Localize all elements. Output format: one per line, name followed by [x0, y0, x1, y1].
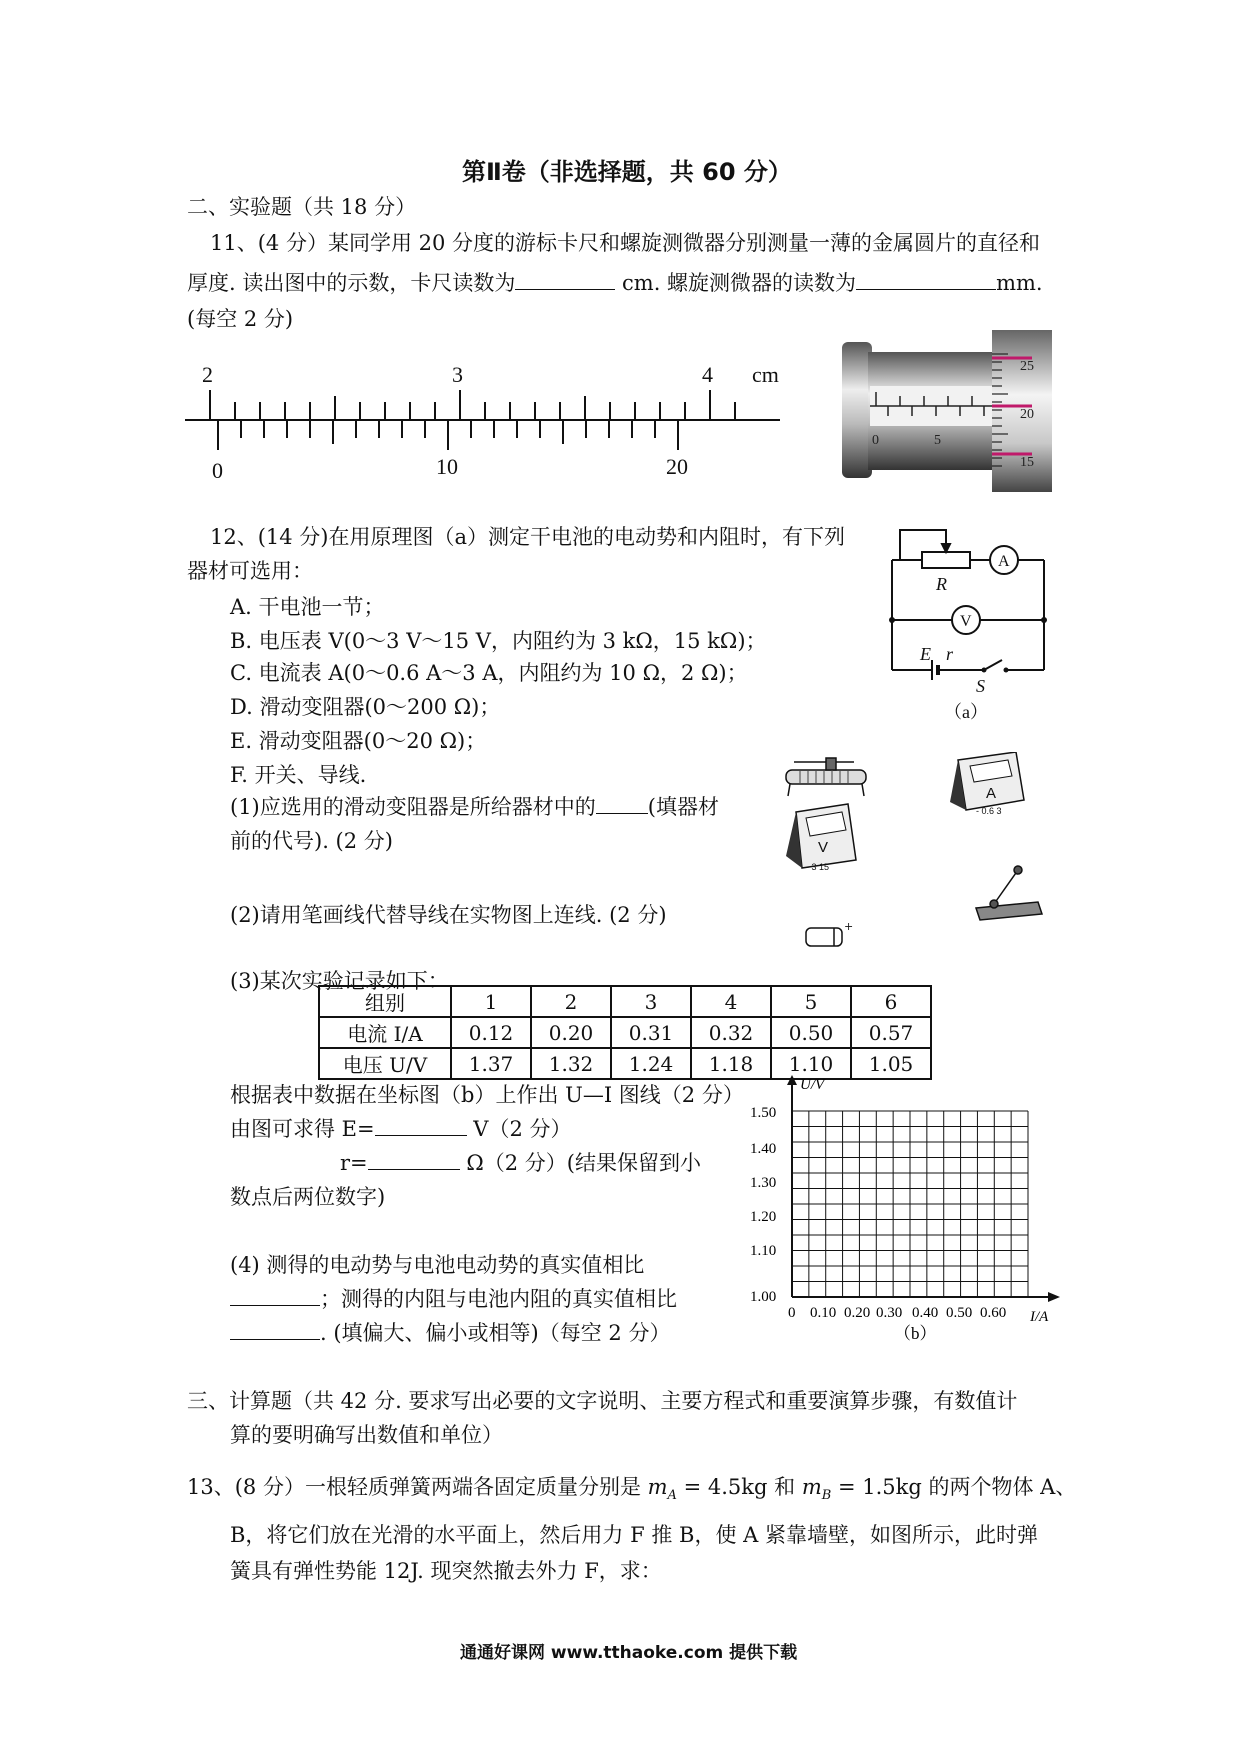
thimble-label-25: 25	[1020, 359, 1034, 374]
q12-after-table-2-b: V（2 分）	[466, 1117, 572, 1141]
sleeve-label-0: 0	[872, 433, 879, 448]
table-cell: 1.32	[531, 1048, 611, 1079]
voltmeter-scale: - 3 15	[806, 862, 830, 872]
part3-heading-line2: 算的要明确写出数值和单位）	[230, 1423, 503, 1447]
q11-line2	[187, 268, 1043, 298]
graph-x-tick: 0.40	[912, 1305, 939, 1321]
q12-option-b: B. 电压表 V(0～3 V～15 V，内阻约为 3 kΩ，15 kΩ)；	[230, 629, 767, 653]
q12-sub4-line3	[230, 1318, 670, 1348]
part3-heading-line1: 三、计算题（共 42 分. 要求写出必要的文字说明、主要方程式和重要演算步骤，有数值计	[187, 1389, 1018, 1413]
graph-x-axis-label: I/A	[1030, 1309, 1049, 1325]
table-cell: 0.12	[451, 1017, 531, 1048]
circuit-label-a: A	[998, 553, 1010, 570]
mass-b-value: = 1.5kg 的两个物体 A、	[831, 1475, 1077, 1499]
table-row	[319, 1017, 931, 1048]
vernier-scale-ticks	[218, 420, 678, 450]
circuit-label-internal-r: r	[946, 644, 954, 664]
graph-x-tick: 0.10	[810, 1305, 837, 1321]
table-cell: 2	[531, 986, 611, 1017]
graph-y-tick: 1.20	[750, 1209, 777, 1225]
q12-after-table-3-b: Ω（2 分）(结果保留到小	[459, 1151, 701, 1175]
table-cell: 0.20	[531, 1017, 611, 1048]
q13-line1	[187, 1472, 1076, 1511]
rheostat-choice-blank[interactable]	[596, 793, 648, 814]
q12-option-e: E. 滑动变阻器(0～20 Ω)；	[230, 729, 487, 753]
graph-y-tick: 1.00	[750, 1289, 777, 1305]
micrometer-figure	[842, 330, 1052, 492]
q12-after-table-2	[230, 1114, 572, 1144]
q11-line3: (每空 2 分)	[187, 307, 294, 331]
q12-option-a: A. 干电池一节；	[230, 595, 385, 619]
q12-line1: 12、(14 分)在用原理图（a）测定干电池的电动势和内阻时，有下列	[210, 525, 846, 549]
mass-b-subscript: B	[821, 1488, 832, 1504]
mass-a-symbol: m	[647, 1475, 668, 1499]
table-cell: 1.24	[611, 1048, 691, 1079]
caliper-vernier-label-10: 10	[436, 454, 458, 479]
micrometer-reading-blank[interactable]	[856, 269, 996, 290]
q12-option-d: D. 滑动变阻器(0～200 Ω)；	[230, 695, 501, 719]
page-footer: 通通好课网 www.tthaoke.com 提供下载	[460, 1643, 798, 1663]
graph-x-tick: 0.20	[844, 1305, 871, 1321]
section-title: 第Ⅱ卷（非选择题，共 60 分）	[462, 158, 792, 186]
q12-after-table-3-a: r=	[340, 1151, 368, 1175]
q13-line1-a: 13、(8 分）一根轻质弹簧两端各固定质量分别是	[187, 1475, 648, 1499]
graph-y-tick: 1.50	[750, 1105, 777, 1121]
table-cell: 0.57	[851, 1017, 931, 1048]
q12-sub1	[230, 792, 719, 822]
mass-a-value: = 4.5kg 和	[676, 1475, 802, 1499]
main-scale-ticks	[210, 390, 735, 420]
q12-sub1-b: (填器材	[647, 795, 719, 819]
caliper-unit: cm	[752, 362, 779, 387]
mass-b-symbol: m	[801, 1475, 822, 1499]
rheostat-drawing	[786, 758, 866, 796]
table-cell: 1.05	[851, 1048, 931, 1079]
circuit-label-s: S	[976, 676, 985, 696]
u-i-graph	[748, 1075, 1078, 1345]
circuit-label-e: E	[920, 644, 931, 664]
q12-sub4-line1: (4) 测得的电动势与电池电动势的真实值相比	[230, 1253, 645, 1277]
table-row	[319, 986, 931, 1017]
table-cell: 1	[451, 986, 531, 1017]
circuit-label-v: V	[960, 613, 972, 630]
q12-sub2: (2)请用笔画线代替导线在实物图上连线. (2 分)	[230, 903, 667, 927]
q12-after-table-2-a: 由图可求得 E=	[230, 1117, 375, 1141]
ammeter-label: A	[986, 785, 997, 802]
caliper-vernier-label-20: 20	[666, 454, 688, 479]
q12-sub1-c: 前的代号). (2 分)	[230, 829, 393, 853]
q12-line2: 器材可选用：	[187, 559, 313, 583]
q12-after-table-1: 根据表中数据在坐标图（b）上作出 U—I 图线（2 分）	[230, 1083, 744, 1107]
vernier-caliper-figure	[180, 360, 800, 485]
graph-y-tick: 1.40	[750, 1141, 777, 1157]
ammeter-scale: - 0.6 3	[976, 806, 1002, 816]
caliper-main-label-3: 3	[452, 362, 463, 387]
table-cell: 3	[611, 986, 691, 1017]
table-cell: 1.10	[771, 1048, 851, 1079]
q12-after-table-3	[340, 1148, 701, 1178]
part2-heading: 二、实验题（共 18 分）	[187, 195, 417, 219]
table-cell: 0.32	[691, 1017, 771, 1048]
table-cell: 1.37	[451, 1048, 531, 1079]
q12-sub4-line2-text: ；测得的内阻与电池内阻的真实值相比	[320, 1287, 677, 1311]
graph-y-axis-label: U/V	[800, 1077, 825, 1093]
caliper-vernier-label-0: 0	[212, 458, 223, 483]
emf-comparison-blank[interactable]	[230, 1285, 320, 1306]
q12-option-f: F. 开关、导线.	[230, 763, 367, 787]
circuit-label-r: R	[936, 574, 947, 594]
q12-option-c: C. 电流表 A(0～0.6 A～3 A，内阻约为 10 Ω，2 Ω)；	[230, 661, 748, 685]
thimble-label-20: 20	[1020, 407, 1034, 422]
q13-line2: B，将它们放在光滑的水平面上，然后用力 F 推 B，使 A 紧靠墙壁，如图所示，此时弹	[230, 1523, 1038, 1547]
battery-drawing	[806, 920, 853, 946]
graph-caption: （b）	[894, 1324, 937, 1343]
caliper-reading-blank[interactable]	[515, 269, 615, 290]
table-cell: 电压 U/V	[319, 1048, 451, 1079]
q13-line3: 簧具有弹性势能 12J. 现突然撤去外力 F，求：	[230, 1559, 662, 1583]
emf-blank[interactable]	[375, 1115, 467, 1136]
voltmeter-label: V	[818, 839, 829, 856]
graph-y-tick: 1.30	[750, 1175, 777, 1191]
circuit-diagram-a	[872, 520, 1072, 720]
graph-x-tick: 0.50	[946, 1305, 973, 1321]
graph-x-tick: 0	[788, 1305, 796, 1321]
svg-text:+: +	[844, 920, 854, 933]
internal-resistance-blank[interactable]	[368, 1149, 460, 1170]
graph-x-tick: 0.60	[980, 1305, 1007, 1321]
q12-sub3: (3)某次实验记录如下：	[230, 969, 449, 993]
table-cell: 组别	[319, 986, 451, 1017]
table-cell: 0.31	[611, 1017, 691, 1048]
voltmeter-drawing	[786, 804, 856, 872]
q11-line1: 11、(4 分）某同学用 20 分度的游标卡尺和螺旋测微器分别测量一薄的金属圆片的直径和	[210, 231, 1041, 255]
thimble-label-15: 15	[1020, 455, 1034, 470]
table-cell: 0.50	[771, 1017, 851, 1048]
q11-line2-a: 厚度. 读出图中的示数，卡尺读数为	[187, 271, 516, 295]
q12-sub1-a: (1)应选用的滑动变阻器是所给器材中的	[230, 795, 596, 819]
table-cell: 1.18	[691, 1048, 771, 1079]
table-cell: 6	[851, 986, 931, 1017]
table-cell: 4	[691, 986, 771, 1017]
q12-sub4-line2	[230, 1284, 677, 1314]
switch-drawing	[976, 866, 1042, 920]
caliper-main-label-4: 4	[702, 362, 713, 387]
sleeve-label-5: 5	[934, 433, 941, 448]
table-cell: 5	[771, 986, 851, 1017]
ammeter-drawing	[950, 752, 1024, 816]
table-cell: 电流 I/A	[319, 1017, 451, 1048]
q12-sub4-line3-text: . (填偏大、偏小或相等)（每空 2 分）	[320, 1321, 671, 1345]
resistance-comparison-blank[interactable]	[230, 1319, 320, 1340]
circuit-caption: （a）	[944, 702, 988, 720]
q11-line2-b: cm. 螺旋测微器的读数为	[615, 271, 857, 295]
caliper-main-label-2: 2	[202, 362, 213, 387]
q12-after-table-4: 数点后两位数字)	[230, 1185, 386, 1209]
graph-x-tick: 0.30	[876, 1305, 903, 1321]
mass-a-subscript: A	[667, 1488, 677, 1504]
q11-line2-c: mm.	[996, 271, 1043, 295]
apparatus-figure	[780, 752, 1060, 962]
experiment-record-table	[318, 985, 932, 1080]
graph-y-tick: 1.10	[750, 1243, 777, 1259]
